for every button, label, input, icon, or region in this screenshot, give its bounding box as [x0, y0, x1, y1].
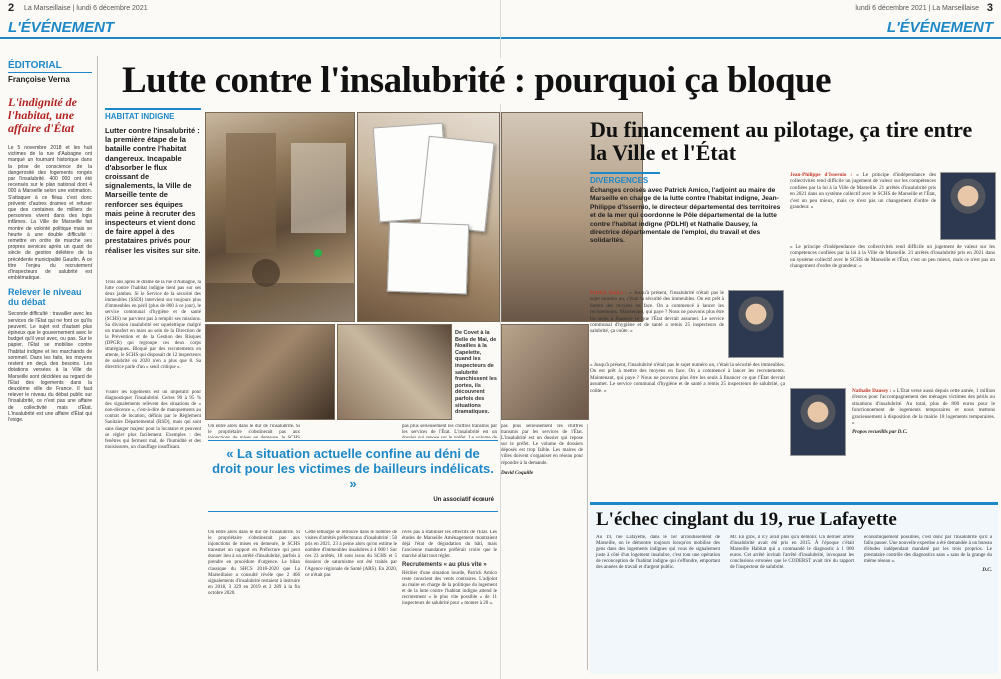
dausey-name: Nathalie Dausey : [852, 388, 892, 394]
column-6-text: pas plus sérieusement les chiffres transmis par les services de l'État. L'insalubrité est un dossier qui repose sur le préfet. Le volume de dossiers déposés est trop faible. Les maires de villes doivent s'organiser en réseau pour répondre à la demande. [501, 424, 583, 466]
right-page-header [501, 2, 1001, 16]
editorial-label: ÉDITORIAL [8, 60, 92, 73]
dausey-column [852, 388, 995, 494]
column-5-subhead: Recrutements « au plus vite » [402, 562, 487, 569]
section-bar [501, 18, 1001, 39]
photo-damaged-room [337, 324, 452, 420]
portrait-patrick-amico [728, 290, 784, 358]
column-5-text-b: Héritier d'une situation lourde, Patrick Amico reste conscient des vents contraires. L'adjoint au maire en charge de la politique du logement et de la lutte contre l'habitat indigne attend le recrutement « le plus vite possible » de 11 inspecteurs de salubrité pour « monter à 20 ». [402, 570, 497, 607]
article-chapo: Lutter contre l'insalubrité : la première étape de la bataille contre l'habitat dangereux. Incapable d'absorber le flux croissant de signalements, la Ville de Marseille tente de renforcer ses équipes mais peine à recruter des inspecteurs et vient donc de faire appel à des prestataires privés pour réaliser les visites sur site. [105, 126, 201, 255]
column-rule [587, 424, 588, 670]
article-column-3: On entre alors dans le dur de l'insalubrité. Si le propriétaire s'obstinerait pas aux [208, 424, 300, 436]
article-column-6 [501, 424, 583, 670]
box-signature: D.C. [982, 567, 992, 574]
right-article-signature: Propos recueillis par D.C. [852, 429, 908, 436]
editorial-subtitle: Relever le niveau du débat [8, 287, 82, 308]
box-column-3 [864, 535, 992, 673]
masthead: La Marseillaise | lundi 6 décembre 2021 [24, 5, 148, 12]
portrait-jean-philippe-dissernio [940, 172, 996, 240]
lafayette-box [590, 502, 998, 674]
page-headline: Lutte contre l'insalubrité : pourquoi ça bloque [118, 58, 978, 104]
right-article-rubric: DIVERGENCES [590, 172, 660, 185]
issernio-column-cont: « Le principe d'indépendance des collectivités rend difficile un jugement de valeur sur les compétences confiées par la loi à la Ville de Marseille. 21 arrêtés d'insalubrité pris en 2021 dans un système collectif avec le SCHS de Marseille et l'État, c'est un peu mieux, mais ce n'est pas un changement d'ordre de grandeur. » [790, 244, 995, 270]
section-label: L'ÉVÉNEMENT [8, 19, 115, 36]
amico-text: « Jusqu'à présent, l'insalubrité n'était pas le sujet numéro un, c'était la sécurité des immeubles. On est prêt à mettre des moyens en face. On a commencé à lancer les recrutements. Maintenant, qui paye ? Nous ne pouvons plus être les seuls à financer ce que l'État devrait assumer. Le service communal d'hygiène et de santé a remis 25 inspecteurs de salubrité, ça coûte. » [590, 290, 724, 335]
photo-interior-drawing [206, 113, 355, 322]
section-label: L'ÉVÉNEMENT [886, 19, 993, 36]
column-5-text: rivés pas à stabiliser les effectifs de l'État. Les études de Marseille Aménagement montraient déjà l'état de dégradation du bâti, mais l'ancienne mandature préférait croire que le marché allait tout régler. [402, 530, 497, 560]
amico-name: Patrick Amico : [590, 290, 627, 296]
article-signature: David Coquille [501, 469, 534, 476]
editorial-author: Françoise Verna [8, 75, 70, 84]
box-column-3-text: économiquement possibles, c'est donc par l'insalubrité qu'il a fallu passer. Une nouvelle expertise a été demandée à un bureau d'études indépendant mandaté par les trois proprios. Le prestataire contrôle des diagnostics sans « sans de la grange du même réseau ». [864, 535, 992, 565]
editorial-title: L'indignité de l'habitat, une affaire d'État [8, 95, 77, 135]
dausey-text: « L'État verse aussi depuis cette année, 1 million d'euros pour l'accompagnement des ménages victimes des périls ou situations d'insalubrité. Au total, plus de 800 euros pour le fonctionnement de logements temporaires et nous mettons gracieusement à disposition de la mairie 18 logements temporaires. » [852, 388, 995, 427]
document-sheet [419, 136, 494, 232]
article-column-5-top: pas plus sérieusement les chiffres transmis par les services de l'État. L'insalubrité est un [402, 424, 497, 436]
photo-damaged-ceiling [205, 324, 335, 420]
article-column-5 [402, 530, 497, 670]
box-title: L'échec cinglant du 19, rue Lafayette [596, 509, 897, 530]
article-column-4: Cette léthargie se retrouve dans le nombre de visites d'arrêtés préfectoraux d'insalubrité : 58 pris en 2021. 23 à peine alors qu'on estime le nombre d'immeubles insalubres à 4 000 ! Sur ces 23 arrêtés, 18 sont issus du SCHS et 5 dossiers de saturnisme ont été traités par l'Agence régionale de Santé (ARS). En 2020, ce n'était pas [305, 530, 397, 578]
masthead: lundi 6 décembre 2021 | La Marseillaise [855, 5, 979, 12]
amico-column-cont: « Jusqu'à présent, l'insalubrité n'était pas le sujet numéro un, c'était la sécurité des immeubles. On est prêt à mettre des moyens en face. On a commencé à lancer les recrutements. Maintenant, qui paye ? Nous ne pouvons plus être les seuls à financer ce que l'État devrait assumer. Le service communal d'hygiène et de santé a remis 25 inspecteurs de salubrité, ça coûte. » [590, 362, 785, 394]
column-rule [97, 56, 98, 671]
photo-documents [357, 112, 500, 322]
page-number: 2 [8, 2, 15, 14]
issernio-text: « Le principe d'indépendance des collectivités rend difficile un jugement de valeur sur les compétences confiées par la loi à la Ville de Marseille. 21 arrêtés d'insalubrité pris en 2021 dans un système collectif avec le SCHS de Marseille et l'État, c'est un peu mieux, mais ce n'est pas un changement d'ordre de grandeur. » [790, 172, 936, 211]
editorial-body-2: Seconde difficulté : travailler avec les services de l'État qui ne font ce qu'ils peuvent. Le sujet est d'autant plus épineux que le gouvernement avec le budget qu'il veut avec, ou pas. Sur le papier, l'État se mobilise contre l'habitat indigne et les marchands de sommeil. Dans les faits, les moyens restent en deçà des besoins. Les dotations versées à la Ville de Marseille sont décidées au regard de l'État des logements dans la deuxième ville de France. Il faut relever le niveau du débat public sur l'insalubrité, ce n'est pas une affaire de collectivité mais d'État. L'insalubrité est une affaire d'État qui l'exige. [8, 311, 92, 423]
article-column-3-cont: On entre alors dans le dur de l'insalubrité. Si le propriétaire s'obstinerait pas aux injonctions de mises en demeure, le SCHS transmet un rapport en Préfecture qui peut donner lieu à un arrêté d'insalubrité, parfois à prendre en procédure d'urgence. Le bilan classique du SHCS 2018-2020 que La Marseillaise a consulté révèle que 2 466 signalements d'insalubrité restaient à instruire en 2018, 3 329 en 2019 et 2 289 à la fin octobre 2020. [208, 530, 300, 596]
photo-stairwell [501, 324, 589, 420]
photo-insalubrious-interior [205, 112, 355, 322]
left-page-header [0, 2, 500, 16]
article-column-2: Visiter les logements est un impératif pour diagnostiquer l'insalubrité. Certes 90 à 95 % des signalements relèvent des situations de « non-décence », c'est-à-dire de manquements au contrat de location, définis par le Règlement Sanitaire Départemental (RSD), mais qui sont sans danger majeur pour la locataire et peuvent se régler plus facilement. Exemples : des fenêtres qui ferment mal, de l'humidité et des moisissures, un chauffage insuffisant. [105, 390, 201, 450]
editorial-body: Le 5 novembre 2018 et les huit victimes de la rue d'Aubagne ont marqué un tournant historique dans la prise de conscience de la dangerosité des logements rongés par l'insalubrité. 400 000 ont été recensés sur le plan national dont 4 000 à Marseille selon une estimation. S'attaquer à ce fléau c'est donc prévenir d'autres drames et refuser que des centaines de milliers de personnes vivent dans des logis infâmes. La Ville de Marseille fait montre de volonté politique mais se heurte à une double difficulté : remettre en ordre de marche ses propres services après un quart de siècle de gestion délétère de la précédente municipalité Gaudin. À ce titre l'enjeu du recrutement d'inspecteurs de salubrité est emblématique. [8, 145, 92, 282]
article-rubric: HABITAT INDIGNE [105, 108, 201, 121]
photo-caption: De Covet à la Belle de Mai, de Noailles à la Capelette, quand les inspecteurs de salubrité franchissent les portes, ils découvrent parfois des situations dramatiques. [455, 330, 497, 416]
pull-quote [208, 440, 498, 512]
issernio-name: Jean-Philippe d'Issernio : [790, 172, 853, 178]
right-article-intro: Échanges croisés avec Patrick Amico, l'adjoint au maire de Marseille en charge de la lutte contre l'habitat indigne, Jean-Philippe d'Issernio, le directeur départemental des territoires et de la mer qui coordonne le Pôle départemental de la lutte contre l'habitat indigne (PDLHI) et Nathalie Dausey, la directrice départementale de l'emploi, du travail et des solidarités. [590, 187, 781, 245]
box-column-1: Au 19, rue Lafayette, dans le 1er arrondissement de Marseille, on le démontre toujours lorsqu'on mobilise des gens dans des logements indignes qui vous de signalement juste à côté d'un logement insalubre, c'est tout une opération de reconception de l'habitat indigne qui s'effondre, emportant des années de travail et d'argent public. [596, 535, 720, 571]
page-number: 3 [986, 2, 993, 14]
article-column-1: Trois ans après le drame de la rue d'Aubagne, la lutte contre l'habitat indigne tient pas sur ses deux jambes. Si le Service de la sécurité des immeubles (SSDI) intervient sur toujours plus d'immeubles en péril (plus de 800 à ce jour), le service communal d'hygiène et de santé (SCHS) ne parvient pas à remplir ses missions. Sa division insalubrité est squelettique malgré un transfert en mars au sein de la Direction de la Prévention et de la Gestion des Risques (DPGR) qui regroupe ces deux corps stratégiques. Bloqué par des recrutements en attente, le SCHS qui disposait de 12 inspecteurs de salubrité en 2020 n'en a plus que 8. Sa directrice parle d'un « seuil critique ». [105, 280, 201, 371]
pull-quote-text: « La situation actuelle confine au déni de droit pour les victimes de bailleurs indélicats. » [212, 446, 494, 491]
pull-quote-source: Un associatif écœuré [433, 497, 494, 503]
editorial [8, 60, 92, 423]
right-article-headline: Du financement au pilotage, ça tire entre la Ville et l'État [590, 117, 973, 165]
section-bar [0, 18, 500, 39]
document-sheet [387, 222, 469, 295]
portrait-nathalie-dausey [790, 388, 846, 456]
box-column-2: Mr. En gros, il n'y avait plus qu'à démolir. Un dernier arrêté d'insalubrité avait été pris en 2015. À l'époque c'était Marseille Habitat qui a commandé le diagnostic à 1 000 euros. Cet arrêté invitait l'arrêté d'insalubrité, invoquant les conclusions erronées que le CODERST avait tiré du rapport de l'inspecteur de salubrité. [730, 535, 854, 571]
